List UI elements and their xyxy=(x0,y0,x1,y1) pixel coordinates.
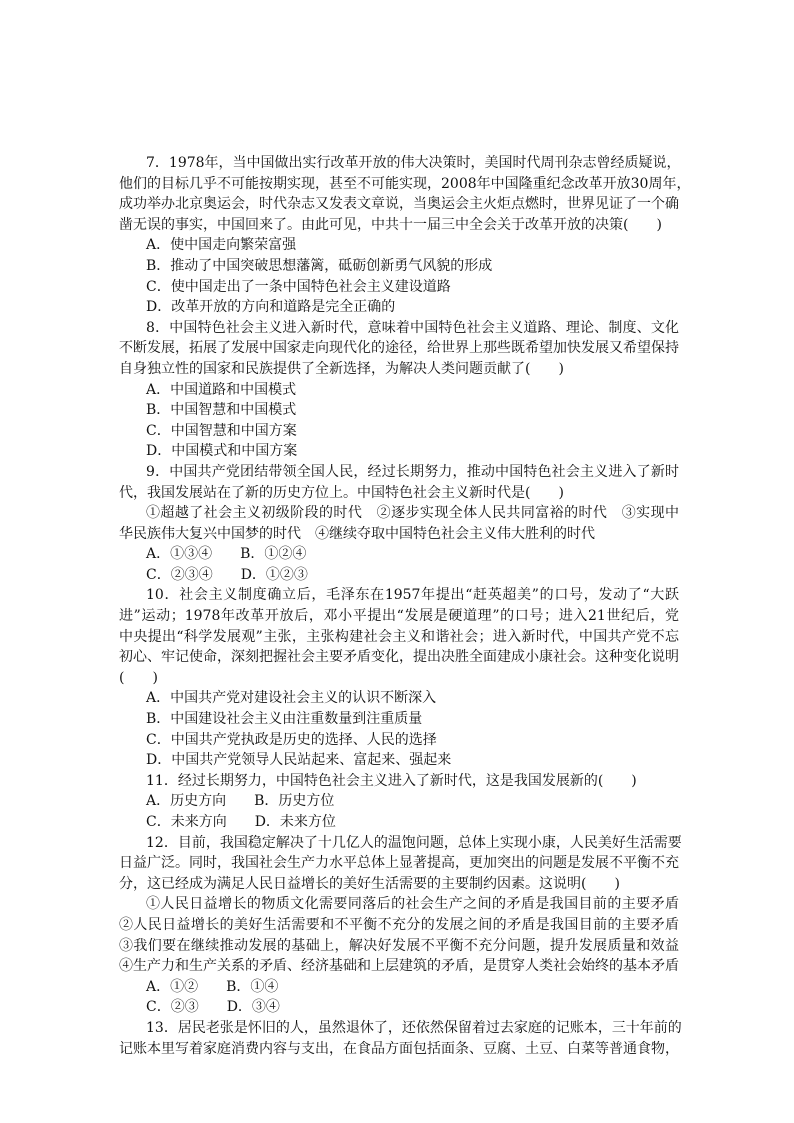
text-line: B．推动了中国突破思想藩篱，砥砺创新勇气风貌的形成 xyxy=(146,257,493,274)
text-line: ③我们要在继续推动发展的基础上，解决好发展不平衡不充分问题，提升发展质量和效益 xyxy=(119,937,679,954)
text-line: 初心、牢记使命，深刻把握社会主要矛盾变化，提出决胜全面建成小康社会。这种变化说明 xyxy=(119,649,679,666)
text-line: ①人民日益增长的物质文化需要同落后的社会生产之间的矛盾是我国目前的主要矛盾 xyxy=(146,896,679,913)
text-line: 12．目前，我国稳定解决了十几亿人的温饱问题，总体上实现小康，人民美好生活需要 xyxy=(146,834,682,851)
text-line: 日益广泛。同时，我国社会生产力水平总体上显著提高，更加突出的问题是发展不平衡不充 xyxy=(119,855,679,872)
text-line: 记账本里写着家庭消费内容与支出，在食品方面包括面条、豆腐、土豆、白菜等普通食物， xyxy=(119,1040,679,1057)
text-line: D．中国共产党领导人民站起来、富起来、强起来 xyxy=(146,752,452,769)
text-line: A．使中国走向繁荣富强 xyxy=(146,237,297,254)
text-line: B．中国建设社会主义由注重数量到注重质量 xyxy=(146,711,423,728)
text-line: 成功举办北京奥运会，时代杂志又发表文章说，当奥运会主火炬点燃时，世界见证了一个确 xyxy=(119,196,679,213)
text-line: 分，这已经成为满足人民日益增长的美好生活需要的主要制约因素。这说明( ) xyxy=(119,875,620,892)
text-line: 10．社会主义制度确立后，毛泽东在1957年提出“赶英超美”的口号，发动了“大跃 xyxy=(146,587,679,604)
text-line: 7．1978年，当中国做出实行改革开放的伟大决策时，美国时代周刊杂志曾经质疑说， xyxy=(146,155,681,171)
text-line: D．改革开放的方向和道路是完全正确的 xyxy=(146,299,396,316)
text-line: A．①② B．①④ xyxy=(146,978,279,995)
text-line: ②人民日益增长的美好生活需要和不平衡不充分的发展之间的矛盾是我国目前的主要矛盾 xyxy=(119,916,679,933)
text-line: C．中国共产党执政是历史的选择、人民的选择 xyxy=(146,731,437,748)
text-line: A．①③④ B．①②④ xyxy=(146,546,307,563)
text-line: C．②③ D．③④ xyxy=(146,999,280,1016)
text-line: ①超越了社会主义初级阶段的时代 ②逐步实现全体人民共同富裕的时代 ③实现中 xyxy=(146,505,679,522)
text-line: 自身独立性的国家和民族提供了全新选择，为解决人类问题贡献了( ) xyxy=(119,360,564,377)
text-line: 不断发展，拓展了发展中国家走向现代化的途径，给世界上那些既希望加快发展又希望保持 xyxy=(119,340,679,357)
text-line: C．中国智慧和中国方案 xyxy=(146,422,297,439)
text-line: 进”运动；1978年改革开放后，邓小平提出“发展是硬道理”的口号；进入21世纪后，党 xyxy=(119,608,679,625)
text-line: 他们的目标几乎不可能按期实现，甚至不可能实现，2008年中国隆重纪念改革开放30周年， xyxy=(119,175,691,192)
text-line: C．使中国走出了一条中国特色社会主义建设道路 xyxy=(146,278,451,295)
text-line: A．中国共产党对建设社会主义的认识不断深入 xyxy=(146,690,437,707)
text-line: A．中国道路和中国模式 xyxy=(146,381,297,398)
text-line: A．历史方向 B．历史方位 xyxy=(146,793,335,810)
text-line: C．未来方向 D．未来方位 xyxy=(146,814,336,830)
text-line: 13．居民老张是怀旧的人，虽然退休了，还依然保留着过去家庭的记账本，三十年前的 xyxy=(146,1019,682,1036)
text-line: ( ) xyxy=(119,669,158,686)
text-line: 11．经过长期努力，中国特色社会主义进入了新时代，这是我国发展新的( ) xyxy=(146,772,637,789)
text-line: ④生产力和生产关系的矛盾、经济基础和上层建筑的矛盾，是贯穿人类社会始终的基本矛盾 xyxy=(119,958,679,975)
text-line: 凿无误的事实，中国回来了。由此可见，中共十一届三中全会关于改革开放的决策( ) xyxy=(119,216,662,233)
text-line: 中央提出“科学发展观”主张，主张构建社会主义和谐社会；进入新时代，中国共产党不忘 xyxy=(119,628,679,645)
text-line: D．中国模式和中国方案 xyxy=(146,443,298,460)
text-line: 9．中国共产党团结带领全国人民，经过长期努力，推动中国特色社会主义进入了新时 xyxy=(146,463,679,480)
text-line: 8．中国特色社会主义进入新时代，意味着中国特色社会主义道路、理论、制度、文化 xyxy=(146,319,679,336)
text-line: B．中国智慧和中国模式 xyxy=(146,402,297,419)
text-line: 华民族伟大复兴中国梦的时代 ④继续夺取中国特色社会主义伟大胜利的时代 xyxy=(119,525,595,542)
text-line: 代，我国发展站在了新的历史方位上。中国特色社会主义新时代是( ) xyxy=(119,484,564,501)
question-text-body xyxy=(119,153,691,1059)
text-line: C．②③④ D．①②③ xyxy=(146,566,308,583)
